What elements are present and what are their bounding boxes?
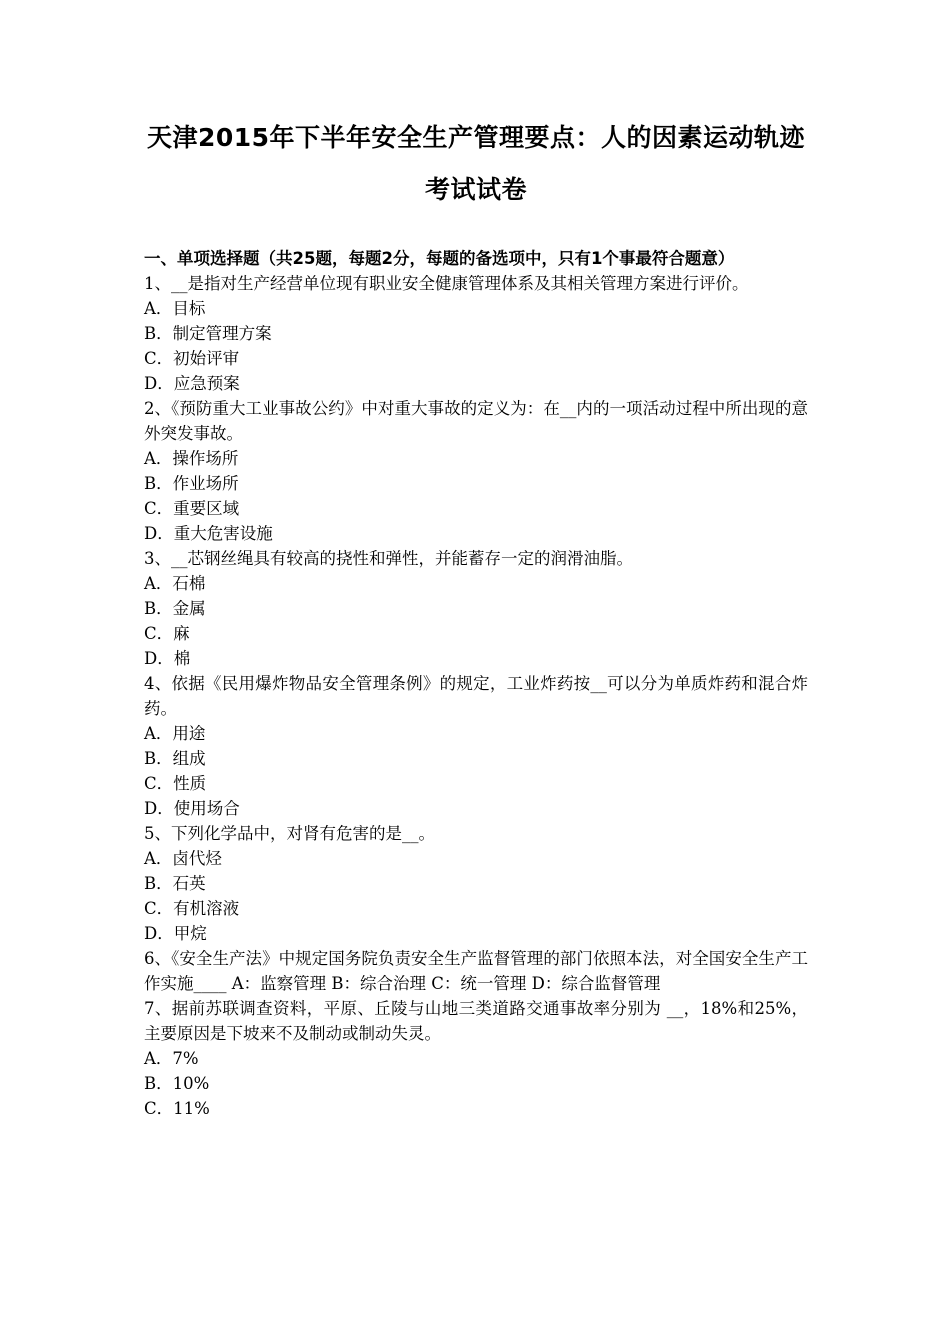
answer-option: A．操作场所	[144, 449, 239, 468]
question-stem: 3、__芯钢丝绳具有较高的挠性和弹性，并能蓄存一定的润滑油脂。	[144, 549, 633, 568]
answer-option: C．有机溶液	[144, 899, 240, 918]
answer-option: A．7%	[144, 1049, 199, 1068]
answer-option: D．棉	[144, 649, 191, 668]
question-stem: 1、__是指对生产经营单位现有职业安全健康管理体系及其相关管理方案进行评价。	[144, 274, 749, 293]
answer-option: C．麻	[144, 624, 190, 643]
question-block	[144, 996, 808, 1121]
question-list	[144, 271, 808, 1121]
question-block	[144, 546, 808, 671]
answer-option: A．用途	[144, 724, 206, 743]
answer-option: D．重大危害设施	[144, 524, 273, 543]
question-stem: 7、据前苏联调查资料，平原、丘陵与山地三类道路交通事故率分别为 __，18%和25%，主要原因是下坡来不及制动或制动失灵。	[144, 999, 808, 1043]
question-stem: 5、下列化学品中，对肾有危害的是__。	[144, 824, 435, 843]
answer-option: C．重要区域	[144, 499, 240, 518]
answer-option: B．10%	[144, 1074, 210, 1093]
answer-option: D．应急预案	[144, 374, 240, 393]
question-block	[144, 396, 808, 546]
question-stem: 6、《安全生产法》中规定国务院负责安全生产监督管理的部门依照本法，对全国安全生产工作实施____ A：监察管理 B：综合治理 C：统一管理 D：综合监督管理	[144, 949, 808, 993]
question-stem: 2、《预防重大工业事故公约》中对重大事故的定义为：在__内的一项活动过程中所出现的意外突发事故。	[144, 399, 808, 443]
answer-option: B．石英	[144, 874, 206, 893]
answer-option: B．作业场所	[144, 474, 239, 493]
answer-option: A．石棉	[144, 574, 206, 593]
answer-option: C．初始评审	[144, 349, 240, 368]
title-line-1: 天津2015年下半年安全生产管理要点：人的因素运动轨迹	[146, 123, 806, 152]
answer-option: C．11%	[144, 1099, 210, 1118]
answer-option: D．甲烷	[144, 924, 207, 943]
question-block	[144, 821, 808, 946]
answer-option: B．组成	[144, 749, 206, 768]
answer-option: A．卤代烃	[144, 849, 222, 868]
section-heading: 一、单项选择题（共25题，每题2分，每题的备选项中，只有1个事最符合题意）	[144, 249, 735, 268]
answer-option: B．金属	[144, 599, 206, 618]
answer-option: A．目标	[144, 299, 206, 318]
answer-option: C．性质	[144, 774, 207, 793]
question-stem: 4、依据《民用爆炸物品安全管理条例》的规定，工业炸药按__可以分为单质炸药和混合炸药。	[144, 674, 808, 718]
question-block	[144, 671, 808, 821]
answer-option: B．制定管理方案	[144, 324, 272, 343]
document-title	[144, 112, 808, 216]
document-page	[144, 0, 808, 1121]
title-line-2: 考试试卷	[424, 175, 527, 204]
answer-option: D．使用场合	[144, 799, 240, 818]
question-block	[144, 271, 808, 396]
question-block	[144, 946, 808, 996]
